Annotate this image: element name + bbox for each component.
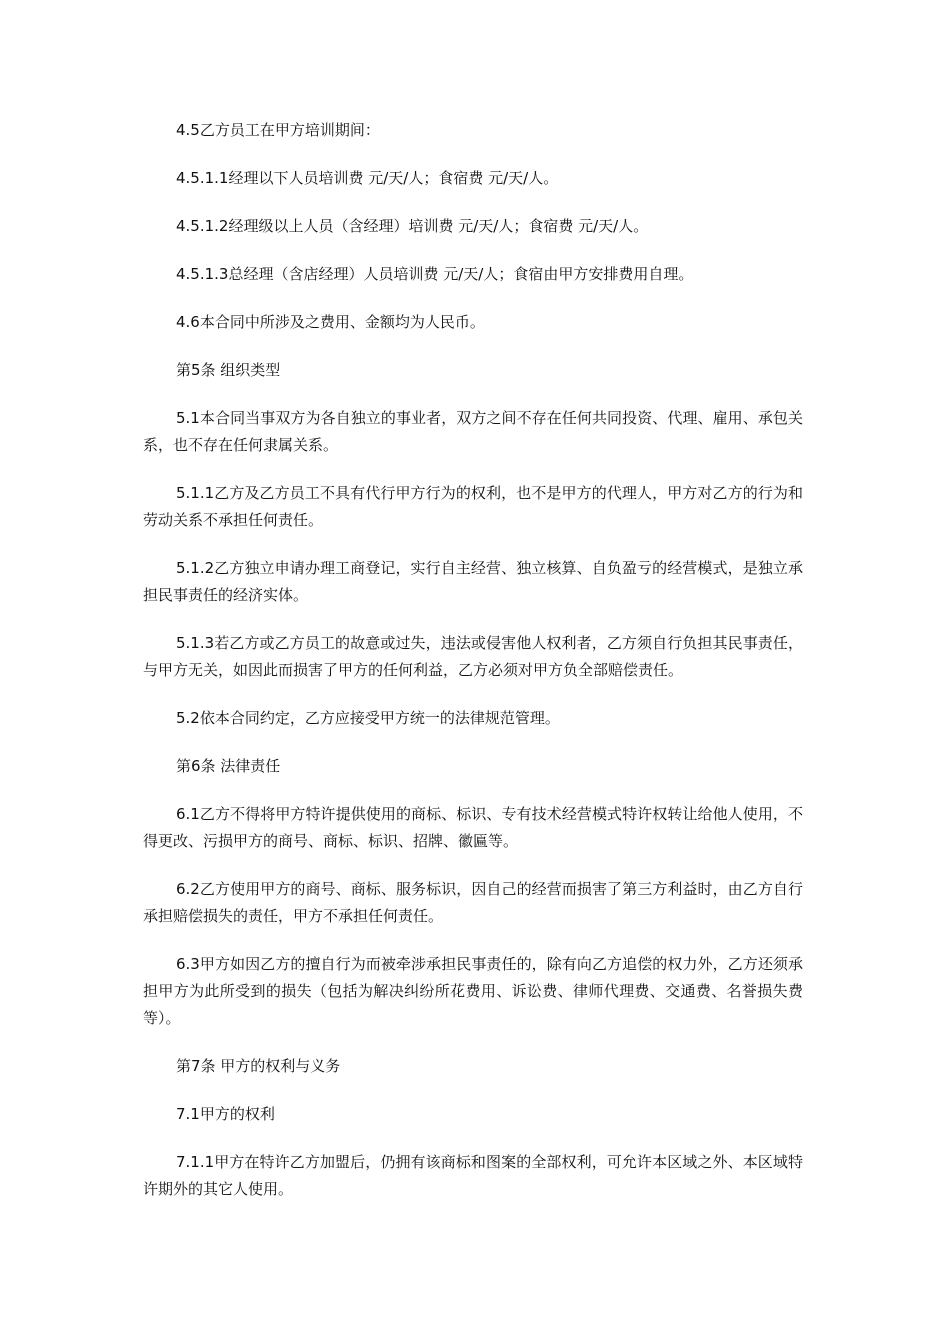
paragraph-5-1-1: 5.1.1乙方及乙方员工不具有代行甲方行为的权利，也不是甲方的代理人，甲方对乙方的行为和劳动关系不承担任何责任。 xyxy=(143,484,803,529)
paragraph-5-2: 5.2依本合同约定，乙方应接受甲方统一的法律规范管理。 xyxy=(176,709,560,727)
paragraph-4-5-1-3: 4.5.1.3总经理（含店经理）人员培训费 元/天/人；食宿由甲方安排费用自理。 xyxy=(176,265,694,283)
paragraph-4-5: 4.5乙方员工在甲方培训期间： xyxy=(176,121,380,139)
paragraph-5-1: 5.1本合同当事双方为各自独立的事业者，双方之间不存在任何共同投资、代理、雇用、承包关系，也不存在任何隶属关系。 xyxy=(143,409,803,454)
article-6-heading: 第6条 法律责任 xyxy=(176,757,281,775)
article-5-heading: 第5条 组织类型 xyxy=(176,361,281,379)
paragraph-5-1-3: 5.1.3若乙方或乙方员工的故意或过失，违法或侵害他人权利者，乙方须自行负担其民事责任，与甲方无关，如因此而损害了甲方的任何利益，乙方必须对甲方负全部赔偿责任。 xyxy=(143,634,803,679)
paragraph-4-5-1-2: 4.5.1.2经理级以上人员（含经理）培训费 元/天/人；食宿费 元/天/人。 xyxy=(176,217,649,235)
paragraph-6-1: 6.1乙方不得将甲方特许提供使用的商标、标识、专有技术经营模式特许权转让给他人使用，不得更改、污损甲方的商号、商标、标识、招牌、徽匾等。 xyxy=(143,805,803,850)
paragraph-5-1-2: 5.1.2乙方独立申请办理工商登记，实行自主经营、独立核算、自负盈亏的经营模式，是独立承担民事责任的经济实体。 xyxy=(143,559,803,604)
paragraph-6-3: 6.3甲方如因乙方的擅自行为而被牵涉承担民事责任的，除有向乙方追偿的权力外，乙方还须承担甲方为此所受到的损失（包括为解决纠纷所花费用、诉讼费、律师代理费、交通费、名誉损失费等）。 xyxy=(143,955,803,1027)
article-7-heading: 第7条 甲方的权利与义务 xyxy=(176,1057,341,1075)
paragraph-4-5-1-1: 4.5.1.1经理以下人员培训费 元/天/人；食宿费 元/天/人。 xyxy=(176,169,559,187)
paragraph-7-1-1: 7.1.1甲方在特许乙方加盟后，仍拥有该商标和图案的全部权利，可允许本区域之外、本区域特许期外的其它人使用。 xyxy=(143,1153,803,1198)
paragraph-7-1: 7.1甲方的权利 xyxy=(176,1105,275,1123)
document-body xyxy=(143,117,803,1224)
paragraph-4-6: 4.6本合同中所涉及之费用、金额均为人民币。 xyxy=(176,313,485,331)
paragraph-6-2: 6.2乙方使用甲方的商号、商标、服务标识，因自己的经营而损害了第三方利益时，由乙方自行承担赔偿损失的责任，甲方不承担任何责任。 xyxy=(143,880,803,925)
